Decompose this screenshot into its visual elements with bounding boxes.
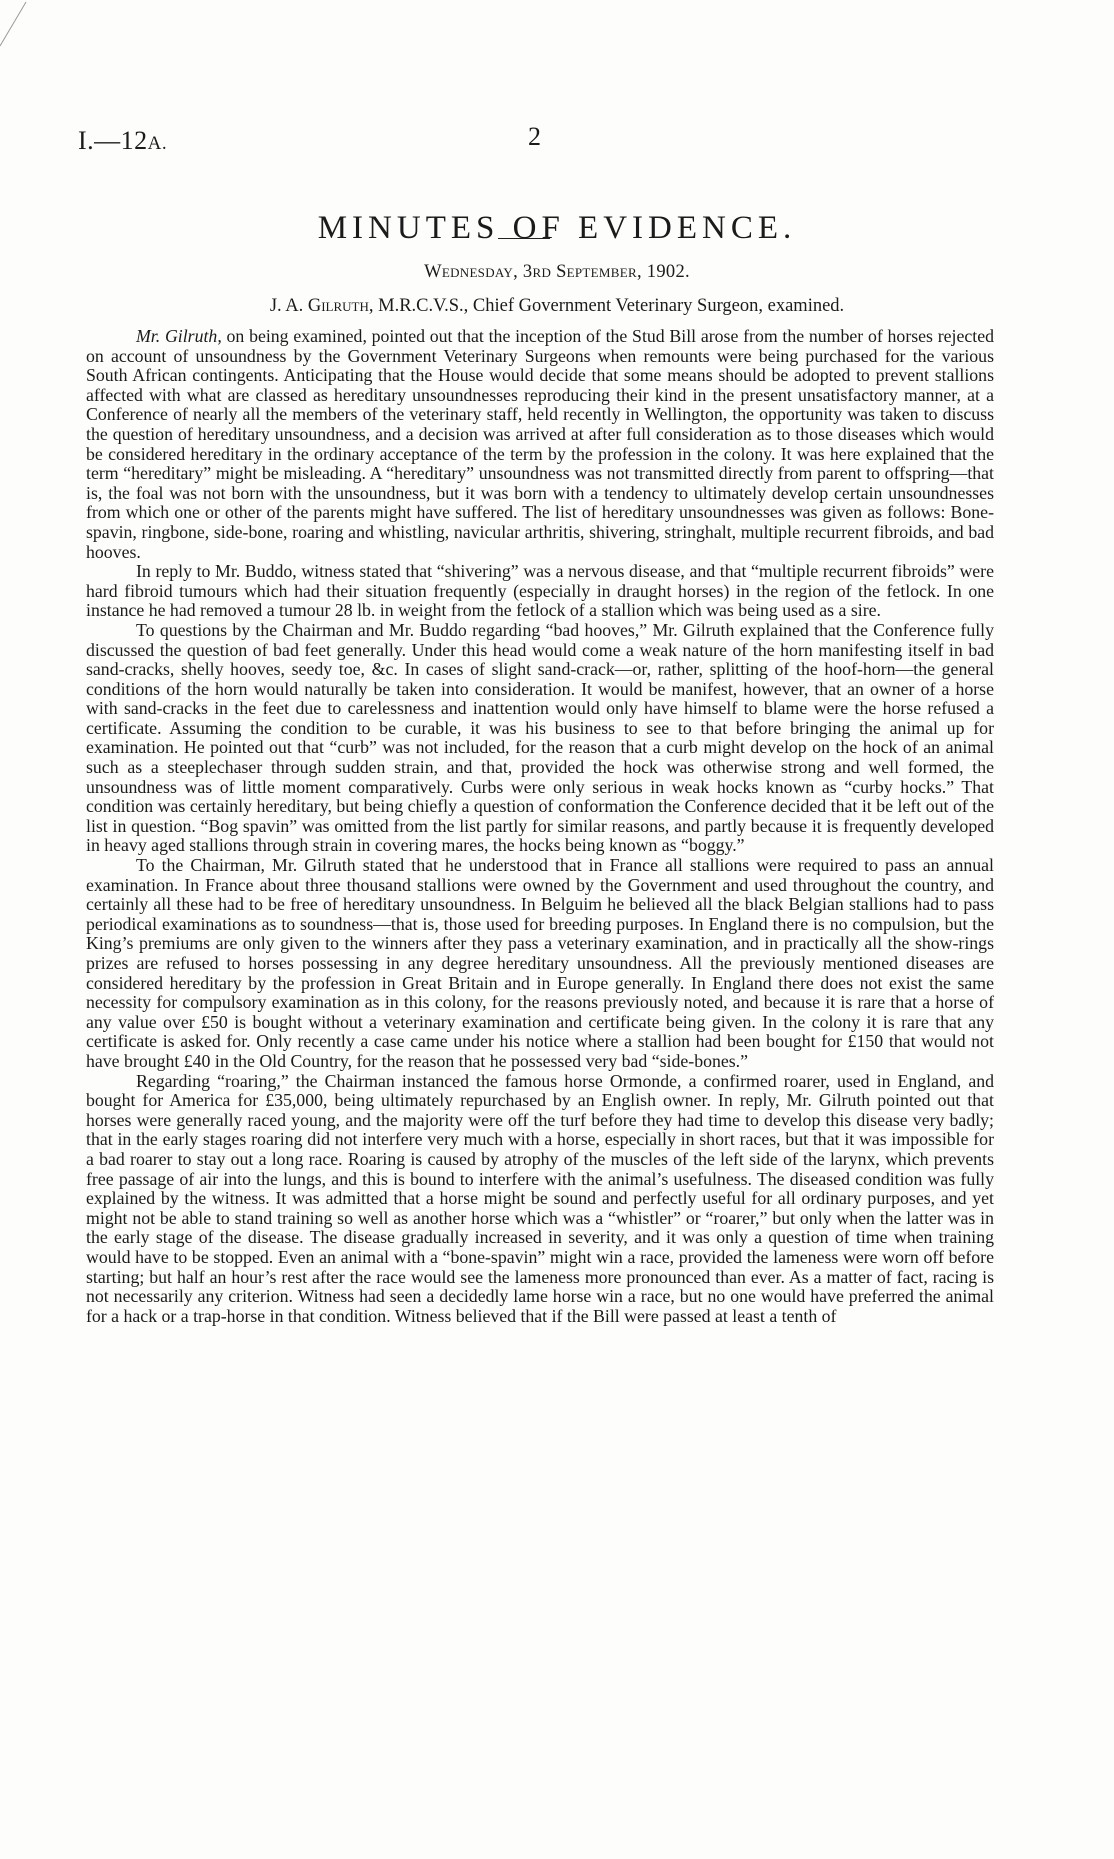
document-reference [78,126,167,156]
page-title: MINUTES OF EVIDENCE. [317,210,797,247]
reference-main: I.—12 [78,126,148,155]
paragraph [86,856,994,1072]
paragraph [86,621,994,856]
paragraph [86,327,994,562]
paragraph-text: To questions by the Chairman and Mr. Buddo regarding “bad hooves,” Mr. Gilruth explained that the Conference fully discussed the question of bad feet generally. Under this head would come a weak nature of the horn manifesting itself in bad sand-cracks, shelly hooves, seedy toe, &c. In cases of slight sand-crack—or, rather, splitting of the hoof-horn—the general conditions of the horn would naturally be taken into consideration. It would be manifest, however, that an owner of a horse with sand-cracks in the feet due to carelessness and inattention would only have himself to blame were the horse refused a certificate. Assuming the condition to be curable, it was his business to see to that before bringing the animal up for examination. He pointed out that “curb” was not included, for the reason that a curb might develop on the hock of an animal such as a steeplechaser through sudden strain, and that, provided the hock was otherwise strong and well formed, the unsoundness was of little moment comparatively. Curbs were only serious in weak hocks known as “curby hocks.” That condition was certainly hereditary, but being chiefly a question of conformation the Conference decided that it be left out of the list in question. “Bog spavin” was omitted from the list partly for similar reasons, and partly because it is frequently developed in heavy aged stallions through strain in covering mares, the hocks being known as “boggy.” [86,619,994,856]
page-number: 2 [528,122,541,151]
date-line: Wednesday, 3rd September, 1902. [424,262,690,282]
paragraph-text: Regarding “roaring,” the Chairman instanced the famous horse Ormonde, a confirmed roarer, used in England, and bought for America for £35,000, being ultimately repurchased by an English owner. In reply, Mr. Gilruth pointed out that horses were generally raced young, and the majority were off the turf before they had time to develop this disease very badly; that in the early stages roaring did not interfere very much with a horse, especially in short races, but that it was impossible for a bad roarer to stay out a long race. Roaring is caused by atrophy of the muscles of the left side of the larynx, which prevents free passage of air into the lungs, and this is bound to interfere with the animal’s usefulness. The diseased condition was fully explained by the witness. It was admitted that a horse might be sound and perfectly useful for all ordinary purposes, and yet might not be able to stand training so well as another horse which was a “whistler” or “roarer,” but only when the latter was in the early stage of the disease. The disease gradually increased in severity, and it was only a question of time when training would have to be stopped. Even an animal with a “bone-spavin” might win a race, provided the lameness were worn off before starting; but half an hour’s rest after the race would see the lameness more pronounced than ever. As a matter of fact, racing is not necessarily any criterion. Witness had seen a decidedly lame horse win a race, but no one would have preferred the animal for a hack or a trap-horse in that condition. Witness believed that if the Bill were passed at least a tenth of [86,1070,994,1326]
page-corner-mark [0,0,30,48]
paragraph-text: on being examined, pointed out that the inception of the Stud Bill arose from the number of horses rejected on account of unsoundness by the Government Veterinary Surgeons when remounts were being purchased for the various South African contingents. Anticipating that the House would decide that some means should be adopted to prevent stallions affected with what are classed as hereditary unsoundnesses reproducing their kind in the present unsatisfactory manner, at a Conference of nearly all the members of the veterinary staff, held recently in Wellington, the opportunity was taken to discuss the question of hereditary unsoundness, and a decision was arrived at after full consideration as to those diseases which would be considered hereditary in the ordinary acceptance of the term by the profession in the colony. It was here explained that the term “hereditary” might be misleading. A “hereditary” unsoundness was not transmitted directly from parent to offspring—that is, the foal was not born with the unsoundness, but it was born with a tendency to ultimately develop certain unsoundnesses from which one or other of the parents might have suffered. The list of hereditary unsoundnesses was given as follows: Bone-spavin, ringbone, side-bone, roaring and whistling, navicular arthritis, shivering, stringhalt, multiple recurrent fibroids, and bad hooves. [86,326,994,562]
witness-name: J. A. Gilruth, [269,296,374,316]
paragraph-text: In reply to Mr. Buddo, witness stated that “shivering” was a nervous disease, and that “multiple recurrent fibroids” were hard fibroid tumours which had their situation frequently (especially in draught horses) in the region of the fetlock. In one instance he had removed a tumour 28 lb. in weight from the fetlock of a stallion which was being used as a sire. [86,561,994,621]
witness-details: M.R.C.V.S., Chief Government Veterinary Surgeon, examined. [378,296,845,316]
paragraph-text: To the Chairman, Mr. Gilruth stated that he understood that in France all stallions were required to pass an annual examination. In France about three thousand stallions were owned by the Government and used throughout the country, and certainly all these had to be free of hereditary unsoundness. In Belguim he believed all the black Belgian stallions had to pass periodical examinations as to soundness—that is, those used for breeding purposes. In England there is no compulsion, but the King’s premiums are only given to the winners after they pass a veterinary examination, and in practically all the show-rings prizes are refused to horses possessing in any degree hereditary unsoundness. All the previously mentioned diseases are considered hereditary by the profession in Great Britain and in Europe generally. In England there does not exist the same necessity for compulsory examination as in this colony, for the reasons previously noted, and because it is rare that a horse of any value over £50 is bought without a veterinary examination and certificate being given. In the colony it is rare that any certificate is asked for. Only recently a case came under his notice where a stallion had been bought for £150 that would not have brought £40 in the Old Country, for the reason that he possessed very bad “side-bones.” [86,855,994,1071]
witness-line [0,296,1114,317]
paragraph [86,562,994,621]
paragraph [86,1072,994,1327]
paragraph-lead: Mr. Gilruth, [136,326,222,346]
title-divider [498,238,550,239]
evidence-body [86,327,994,1326]
reference-suffix: A. [147,133,168,154]
